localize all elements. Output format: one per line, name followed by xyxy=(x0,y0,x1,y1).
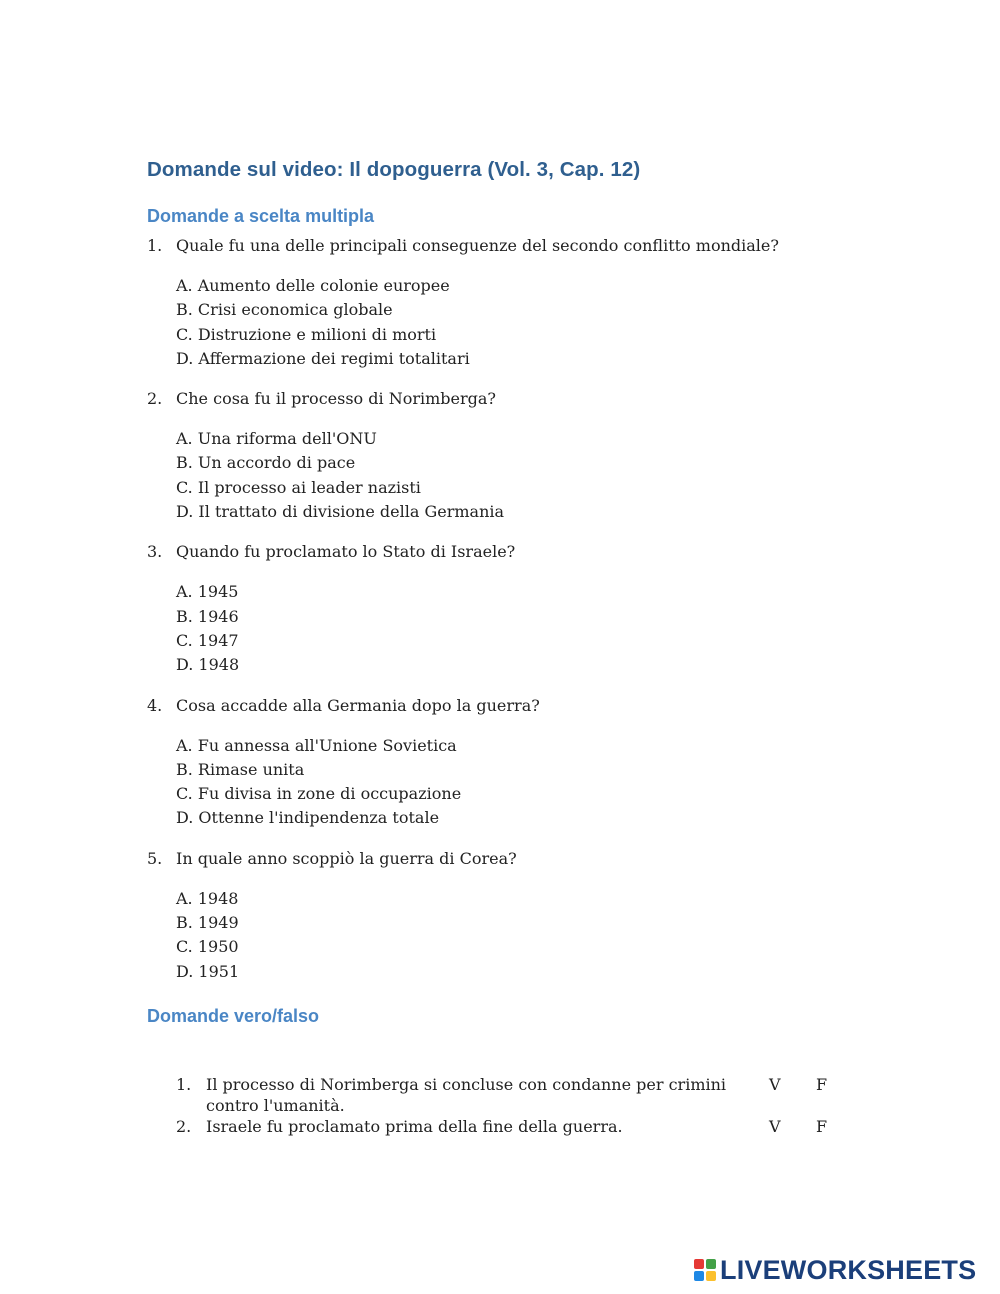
question-text: Quale fu una delle principali conseguenze del secondo conflitto mondiale? xyxy=(176,236,779,255)
question xyxy=(147,694,867,718)
question-number: 3. xyxy=(147,542,163,562)
question-text: Che cosa fu il processo di Norimberga? xyxy=(176,389,496,409)
question xyxy=(147,387,867,411)
answer-options xyxy=(176,274,867,371)
answer-option[interactable]: B. Rimase unita xyxy=(176,759,305,779)
answer-option[interactable]: A. 1945 xyxy=(176,582,239,602)
answer-options xyxy=(176,427,867,524)
answer-option[interactable]: A. Aumento delle colonie europee xyxy=(176,276,450,295)
false-choice[interactable]: F xyxy=(816,1075,828,1094)
answer-option[interactable]: A. Una riforma dell'ONU xyxy=(176,429,377,449)
answer-option[interactable]: D. 1951 xyxy=(176,961,240,981)
true-false-item xyxy=(176,1074,856,1116)
multiple-choice-list xyxy=(147,234,867,1000)
true-false-list xyxy=(176,1074,856,1137)
liveworksheets-logo-icon xyxy=(693,1258,717,1282)
logo-square-blue xyxy=(694,1271,704,1281)
question xyxy=(147,847,867,871)
answer-option[interactable]: B. 1949 xyxy=(176,913,239,933)
answer-option[interactable]: C. Fu divisa in zone di occupazione xyxy=(176,784,462,804)
question xyxy=(147,234,867,258)
logo-square-red xyxy=(694,1259,704,1269)
answer-option[interactable]: D. Affermazione dei regimi totalitari xyxy=(176,348,470,368)
logo-square-yellow xyxy=(706,1271,716,1281)
question-number: 4. xyxy=(147,695,163,715)
statement-number: 1. xyxy=(176,1075,192,1094)
answer-option[interactable]: D. Ottenne l'indipendenza totale xyxy=(176,808,440,828)
answer-option[interactable]: C. Il processo ai leader nazisti xyxy=(176,477,421,497)
question-number: 1. xyxy=(147,236,163,255)
answer-option[interactable]: B. Crisi economica globale xyxy=(176,300,393,320)
answer-option[interactable]: B. Un accordo di pace xyxy=(176,453,356,473)
answer-option[interactable]: C. Distruzione e milioni di morti xyxy=(176,324,437,344)
answer-option[interactable]: C. 1950 xyxy=(176,937,239,957)
false-choice[interactable]: F xyxy=(816,1117,828,1136)
brand-name: LIVEWORKSHEETS xyxy=(720,1254,977,1285)
true-false-item xyxy=(176,1116,856,1137)
answer-option[interactable]: C. 1947 xyxy=(176,630,239,650)
true-false-heading: Domande vero/falso xyxy=(147,1006,320,1026)
question-text: In quale anno scoppiò la guerra di Corea? xyxy=(176,848,517,868)
question-number: 5. xyxy=(147,848,163,868)
page-title: Domande sul video: Il dopoguerra (Vol. 3, Cap. 12) xyxy=(147,158,641,181)
question-number: 2. xyxy=(147,389,163,409)
answer-options xyxy=(176,734,867,831)
answer-options xyxy=(176,887,867,984)
answer-options xyxy=(176,580,867,677)
answer-option[interactable]: A. 1948 xyxy=(176,888,239,908)
answer-option[interactable]: B. 1946 xyxy=(176,606,239,626)
true-choice[interactable]: V xyxy=(769,1117,781,1136)
question-text: Cosa accadde alla Germania dopo la guerra? xyxy=(176,695,540,715)
logo-square-green xyxy=(706,1259,716,1269)
true-choice[interactable]: V xyxy=(769,1075,781,1094)
answer-option[interactable]: A. Fu annessa all'Unione Sovietica xyxy=(176,735,457,755)
question xyxy=(147,540,867,564)
answer-option[interactable]: D. Il trattato di divisione della Germania xyxy=(176,502,505,522)
statement-number: 2. xyxy=(176,1117,192,1136)
question-text: Quando fu proclamato lo Stato di Israele? xyxy=(176,542,516,562)
multiple-choice-heading: Domande a scelta multipla xyxy=(147,206,375,226)
statement-text: Israele fu proclamato prima della fine della guerra. xyxy=(206,1117,623,1136)
answer-option[interactable]: D. 1948 xyxy=(176,655,240,675)
statement-text: Il processo di Norimberga si concluse con condanne per crimini contro l'umanità. xyxy=(206,1075,727,1115)
liveworksheets-logo xyxy=(693,1252,976,1288)
